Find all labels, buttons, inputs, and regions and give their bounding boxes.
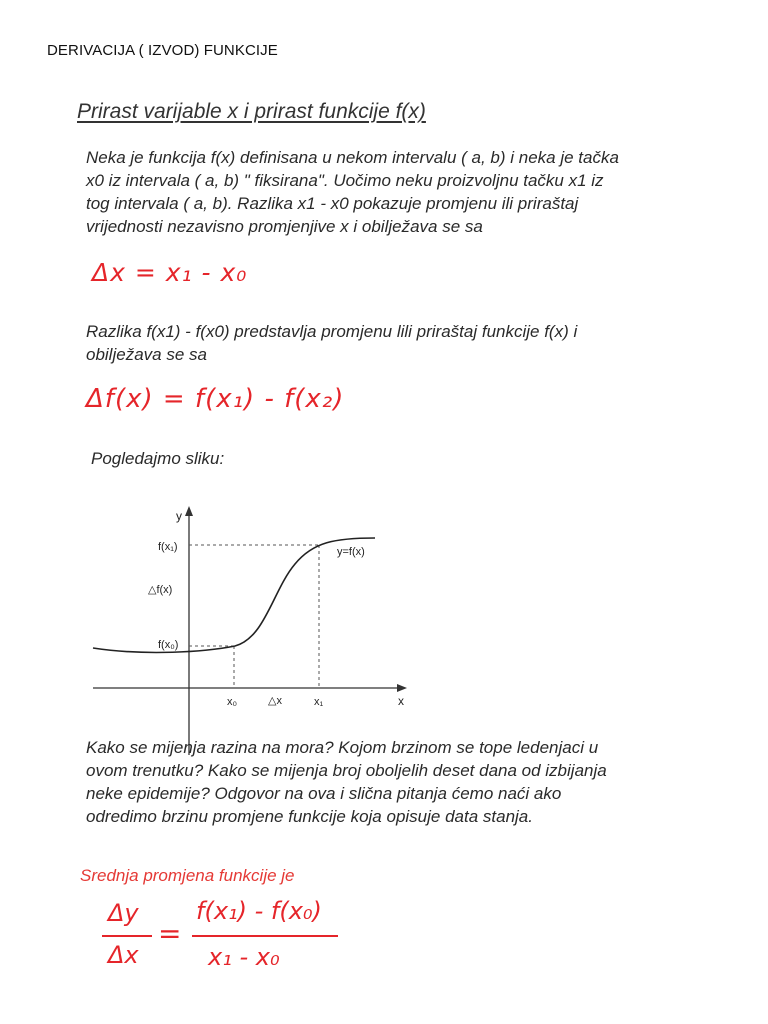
handwritten-delta-f: Δf(x) = f(x₁) - f(x₂)	[86, 384, 345, 414]
paragraph-line: Razlika f(x1) - f(x0) predstavlja promjenu lili priraštaj funkcije f(x) i	[86, 322, 578, 341]
f-x0-label: f(x₀)	[158, 639, 179, 651]
section-heading: Prirast varijable x i prirast funkcije f(x)	[77, 100, 426, 123]
paragraph-function-difference	[86, 320, 577, 366]
paragraph-line: ovom trenutku? Kako se mijenja broj oboljelih deset dana od izbijanja	[86, 761, 607, 780]
handwritten-difference-quotient	[100, 895, 350, 985]
paragraph-definition	[86, 146, 619, 238]
paragraph-line: obilježava se sa	[86, 345, 207, 364]
delta-f-label: △f(x)	[148, 584, 173, 596]
handwritten-delta-x: Δx = x₁ - x₀	[92, 258, 248, 287]
x-axis-label: x	[398, 694, 404, 708]
fraction-rhs-denominator: x₁ - x₀	[208, 943, 280, 971]
x-axis-arrow	[397, 684, 407, 692]
curve-label: y=f(x)	[337, 546, 365, 558]
x0-label: x₀	[227, 696, 238, 708]
fraction-lhs-denominator: Δx	[108, 941, 139, 969]
delta-x-label: △x	[268, 695, 282, 707]
function-graph-figure	[85, 500, 425, 760]
y-axis-arrow	[185, 506, 193, 516]
fraction-rhs-numerator: f(x₁) - f(x₀)	[196, 897, 322, 925]
function-curve	[93, 538, 375, 652]
y-axis-label: y	[176, 509, 182, 523]
document-title: DERIVACIJA ( IZVOD) FUNKCIJE	[47, 42, 278, 59]
f-x1-label: f(x₁)	[158, 541, 178, 553]
paragraph-line: vrijednosti nezavisno promjenjive x i obilježava se sa	[86, 217, 483, 236]
fraction-rhs-bar	[192, 935, 338, 937]
paragraph-line: neke epidemije? Odgovor na ova i slična pitanja ćemo naći ako	[86, 784, 562, 803]
average-change-label: Srednja promjena funkcije je	[80, 866, 295, 885]
paragraph-line: Neka je funkcija f(x) definisana u nekom intervalu ( a, b) i neka je tačka	[86, 148, 619, 167]
paragraph-line: Kako se mijenja razina na mora? Kojom brzinom se tope ledenjaci u	[86, 738, 599, 757]
paragraph-line: odredimo brzinu promjene funkcije koja opisuje data stanja.	[86, 807, 533, 826]
fraction-lhs-bar	[102, 935, 152, 937]
fraction-lhs-numerator: Δy	[108, 899, 139, 927]
paragraph-look-at-figure: Pogledajmo sliku:	[91, 449, 225, 468]
x1-label: x₁	[314, 696, 324, 708]
paragraph-motivation	[86, 736, 607, 828]
paragraph-line: x0 iz intervala ( a, b) " fiksirana". Uočimo neku proizvoljnu tačku x1 iz	[86, 171, 604, 190]
fraction-equals: =	[158, 917, 182, 950]
paragraph-line: tog intervala ( a, b). Razlika x1 - x0 pokazuje promjenu ili priraštaj	[86, 194, 579, 213]
